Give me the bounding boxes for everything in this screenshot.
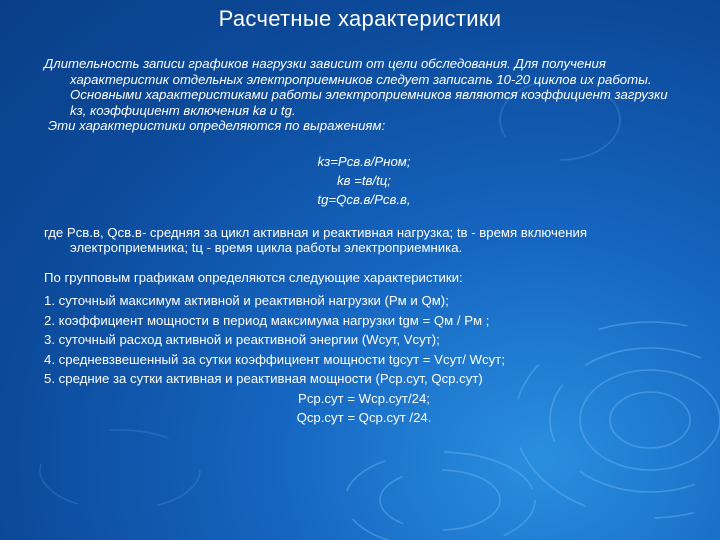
list-item: 5. средние за сутки активная и реактивная мощности (Pср.сут, Qср.сут) xyxy=(44,371,483,386)
daily-average-formulas xyxy=(44,389,684,427)
slide-title: Расчетные характеристики xyxy=(218,6,502,31)
formula-daily-active: Pср.сут = Wср.сут/24; xyxy=(298,390,430,406)
list-item: 4. средневзвешенный за сутки коэффициент мощности tgсут = Vсут/ Wсут; xyxy=(44,351,505,367)
list-item: 1. суточный максимум активной и реактивной нагрузки (Pм и Qм); xyxy=(44,293,449,308)
intro-paragraph: Длительность записи графиков нагрузки зависит от цели обследования. Для получения характеристик отдельных электроприемников следует записать 10-20 циклов их работы. Основными характеристиками работы электроприемников являются коэффициент загрузки kз, коэффициент включения kв и tg. xyxy=(44,56,668,118)
list-item: 3. суточный расход активной и реактивной энергии (Wсут, Vсут); xyxy=(44,332,440,347)
group-characteristics-list xyxy=(44,291,684,389)
expressions-intro: Эти характеристики определяются по выражениям: xyxy=(48,118,386,133)
formula-block xyxy=(44,152,684,209)
formula-load-factor: kз=Pсв.в/Pном; xyxy=(317,153,411,169)
group-intro: По групповым графикам определяются следующие характеристики: xyxy=(44,269,463,285)
definitions-paragraph: где Pсв.в, Qсв.в- средняя за цикл активная и реактивная нагрузка; tв - время включения электроприемника; tц - время цикла работы электроприемника. xyxy=(44,224,588,255)
slide-content xyxy=(44,56,684,427)
formula-tg: tg=Qсв.в/Pсв.в, xyxy=(317,191,411,207)
list-item: 2. коэффициент мощности в период максимума нагрузки tgм = Qм / Pм ; xyxy=(44,312,490,328)
formula-daily-reactive: Qср.сут = Qср.сут /24. xyxy=(296,409,432,425)
formula-switch-factor: kв =tв/tц; xyxy=(337,172,391,188)
